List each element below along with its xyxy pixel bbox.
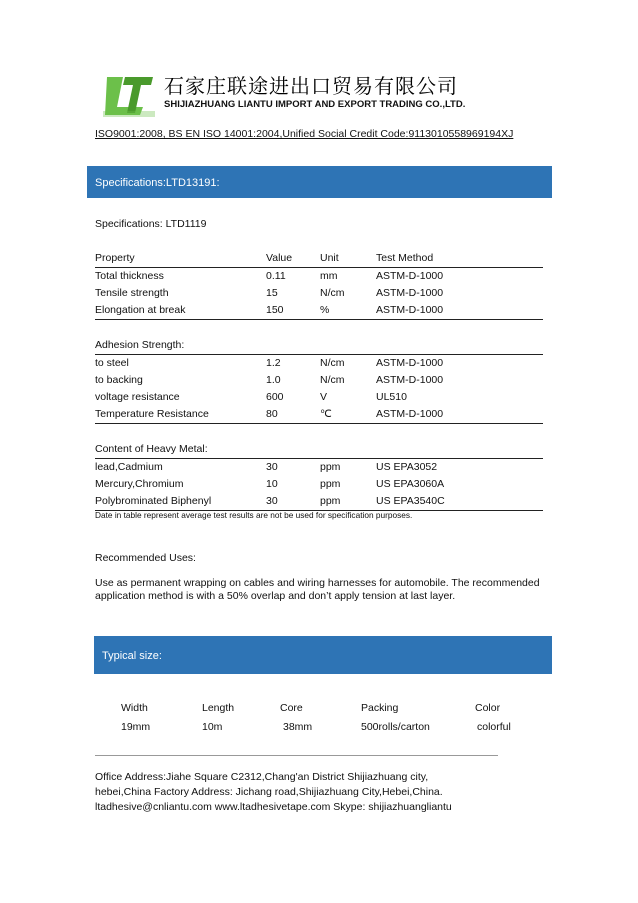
size-header-packing: Packing (361, 702, 399, 714)
header-value: Value (266, 252, 293, 264)
cell-property: voltage resistance (95, 391, 180, 403)
table-row (95, 476, 543, 493)
cell-unit: N/cm (320, 374, 345, 386)
size-core: 38mm (283, 721, 313, 733)
cell-method: ASTM-D-1000 (376, 357, 444, 369)
table-row (95, 268, 543, 285)
table-row (95, 406, 543, 424)
specifications-line: Specifications: LTD1119 (95, 218, 207, 230)
cell-property: Elongation at break (95, 304, 186, 316)
size-color: colorful (477, 721, 511, 733)
footer-line-3: ltadhesive@cnliantu.com www.ltadhesivetape.com Skype: shijiazhuangliantu (95, 801, 452, 813)
cell-property: Total thickness (95, 270, 164, 282)
footer-line-2: hebei,China Factory Address: Jichang road,Shijiazhuang City,Hebei,China. (95, 786, 443, 798)
cell-value: 1.0 (266, 374, 281, 386)
size-packing: 500rolls/carton (361, 721, 430, 733)
cell-method: ASTM-D-1000 (376, 374, 444, 386)
table-header-row (95, 250, 543, 268)
footer-divider (95, 755, 498, 756)
iso-line: ISO9001:2008, BS EN ISO 14001:2004,Unified Social Credit Code:9113010558969194XJ (95, 128, 514, 140)
footer-line-1: Office Address:Jiahe Square C2312,Chang'an District Shijiazhuang city, (95, 771, 429, 783)
cell-method: US EPA3060A (376, 478, 445, 490)
size-length: 10m (202, 721, 223, 733)
table-row (95, 493, 543, 511)
cell-method: US EPA3052 (376, 461, 438, 473)
cell-unit: N/cm (320, 357, 345, 369)
table-row (95, 355, 543, 372)
spec-table (95, 250, 543, 511)
cell-method: ASTM-D-1000 (376, 408, 444, 420)
cell-unit: ppm (320, 495, 341, 507)
cell-value: 30 (266, 461, 278, 473)
specifications-bar: Specifications:LTD13191: (87, 166, 552, 198)
header-test-method: Test Method (376, 252, 434, 264)
size-width: 19mm (121, 721, 151, 733)
cell-method: ASTM-D-1000 (376, 287, 444, 299)
cell-unit: N/cm (320, 287, 345, 299)
cell-property: to steel (95, 357, 129, 369)
cell-value: 15 (266, 287, 278, 299)
table-row (95, 372, 543, 389)
company-logo (103, 73, 155, 117)
size-header-length: Length (202, 702, 235, 714)
cell-property: Mercury,Chromium (95, 478, 184, 490)
adhesion-title: Adhesion Strength: (95, 339, 185, 351)
size-header-color: Color (475, 702, 501, 714)
table-row (95, 389, 543, 406)
cell-unit: ppm (320, 461, 341, 473)
table-row (95, 302, 543, 320)
cell-property: Tensile strength (95, 287, 169, 299)
typical-size-bar: Typical size: (94, 636, 552, 674)
cell-value: 10 (266, 478, 278, 490)
table-note: Date in table represent average test results are not be used for specification purposes. (95, 510, 413, 520)
cell-value: 0.11 (266, 270, 286, 282)
cell-property: to backing (95, 374, 143, 386)
cell-method: UL510 (376, 391, 407, 403)
cell-value: 1.2 (266, 357, 281, 369)
metal-title: Content of Heavy Metal: (95, 443, 208, 455)
header-unit: Unit (320, 252, 339, 264)
cell-unit: ppm (320, 478, 341, 490)
cell-value: 600 (266, 391, 284, 403)
cell-value: 150 (266, 304, 284, 316)
size-header-width: Width (121, 702, 148, 714)
header-property: Property (95, 252, 135, 264)
cell-method: ASTM-D-1000 (376, 270, 444, 282)
cell-property: Polybrominated Biphenyl (95, 495, 212, 507)
recommended-body: Use as permanent wrapping on cables and wiring harnesses for automobile. The recommended application method is with a 50% overlap and don’t apply tension at last layer. (95, 577, 540, 602)
recommended-heading: Recommended Uses: (95, 552, 196, 564)
company-name-cn: 石家庄联途进出口贸易有限公司 (164, 74, 458, 98)
cell-property: Temperature Resistance (95, 408, 209, 420)
footer-address (95, 770, 452, 815)
cell-unit: V (320, 391, 328, 403)
adhesion-heading (95, 337, 543, 355)
metal-heading (95, 441, 543, 459)
cell-value: 80 (266, 408, 278, 420)
size-header-core: Core (280, 702, 303, 714)
cell-unit: ℃ (320, 408, 332, 420)
cell-property: lead,Cadmium (95, 461, 163, 473)
table-row (95, 285, 543, 302)
cell-method: ASTM-D-1000 (376, 304, 444, 316)
cell-method: US EPA3540C (376, 495, 445, 507)
company-name-en: SHIJIAZHUANG LIANTU IMPORT AND EXPORT TRADING CO.,LTD. (164, 99, 466, 110)
cell-value: 30 (266, 495, 278, 507)
table-row (95, 459, 543, 476)
cell-unit: % (320, 304, 330, 316)
cell-unit: mm (320, 270, 338, 282)
